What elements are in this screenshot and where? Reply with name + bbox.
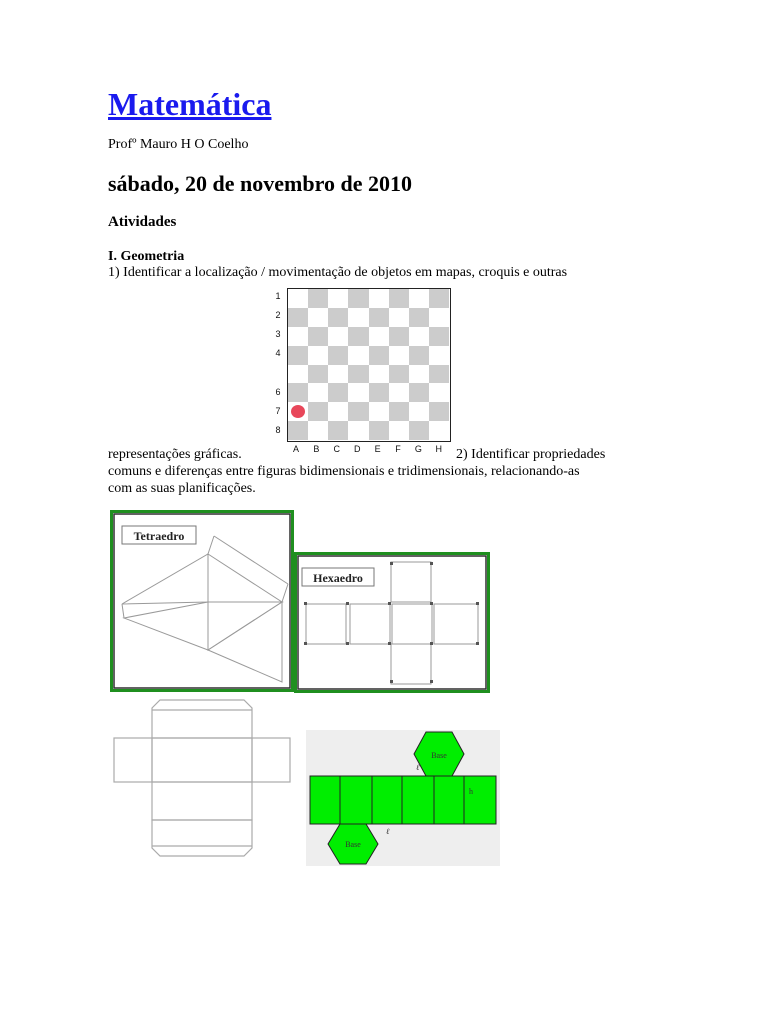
post-date: sábado, 20 de novembro de 2010 (108, 171, 412, 196)
board-square (308, 402, 328, 421)
board-square (389, 421, 409, 440)
board-square (328, 346, 348, 365)
board-column-label: A (292, 444, 299, 454)
board-square (308, 327, 328, 346)
board-square (308, 421, 328, 440)
paragraph-line: com as suas planificações. (108, 481, 256, 496)
paragraph-line: comuns e diferenças entre figuras bidimensionais e tridimensionais, relacionando-as (108, 464, 580, 479)
board-square (288, 327, 308, 346)
blog-author: Profº Mauro H O Coelho (108, 137, 249, 152)
board-square (429, 402, 449, 421)
board-square (409, 327, 429, 346)
tetrahedron-label: Tetraedro (133, 529, 185, 543)
board-square (389, 327, 409, 346)
hexagonal-prism-net-image (306, 730, 500, 866)
board-column-label: C (333, 444, 341, 454)
board-square (308, 289, 328, 308)
board-square (348, 327, 368, 346)
board-square (429, 421, 449, 440)
board-square (328, 421, 348, 440)
board-square (308, 346, 328, 365)
board-square (409, 346, 429, 365)
board-square (369, 308, 389, 327)
post-title: Atividades (108, 214, 177, 230)
board-square (429, 346, 449, 365)
board-square (348, 365, 368, 384)
board-square (288, 421, 308, 440)
board-square (429, 308, 449, 327)
cube-label: Hexaedro (313, 571, 363, 585)
board-row-label: 1 (275, 291, 281, 301)
board-square (369, 365, 389, 384)
blog-title-link[interactable]: Matemática (108, 86, 272, 122)
board-square (409, 289, 429, 308)
board-square (389, 365, 409, 384)
board-row-label: 8 (275, 425, 281, 435)
prism-net-image (112, 696, 292, 860)
board-square (288, 289, 308, 308)
board-row-label: 7 (275, 406, 281, 416)
board-square (328, 289, 348, 308)
board-square (369, 421, 389, 440)
board-row-label: 2 (275, 310, 281, 320)
paragraph-text-left: representações gráficas. (108, 447, 242, 462)
board-square (348, 383, 368, 402)
board-square (348, 402, 368, 421)
tetrahedron-net-image (110, 510, 294, 692)
board-square (429, 289, 449, 308)
board-square (389, 402, 409, 421)
board-square (288, 346, 308, 365)
board-square (409, 365, 429, 384)
board-column-label: E (374, 444, 381, 454)
board-square (389, 289, 409, 308)
board-square (308, 365, 328, 384)
board-square (369, 346, 389, 365)
board-square (348, 346, 368, 365)
edge-label-top: ℓ (416, 763, 420, 772)
board-square (328, 402, 348, 421)
board-square (409, 421, 429, 440)
board-column-label: H (435, 444, 443, 454)
board-square (328, 308, 348, 327)
board-square (389, 308, 409, 327)
board-square (409, 308, 429, 327)
board-square (429, 327, 449, 346)
board-row-label: 4 (275, 348, 281, 358)
board-square (389, 346, 409, 365)
top-base-label: Base (431, 751, 447, 760)
board-column-label: D (353, 444, 361, 454)
chessboard-image (258, 284, 458, 456)
chessboard-grid (287, 288, 451, 442)
paragraph-text-right: 2) Identificar propriedades (456, 447, 606, 462)
board-square (328, 327, 348, 346)
board-square (288, 383, 308, 402)
paragraph-line (108, 446, 648, 463)
board-square (429, 365, 449, 384)
board-square (429, 383, 449, 402)
board-square (308, 383, 328, 402)
activity-item-1: 1) Identificar a localização / movimentação de objetos em mapas, croquis e outras (108, 265, 568, 280)
height-label: h (469, 787, 473, 796)
board-square (348, 421, 368, 440)
board-square (389, 383, 409, 402)
board-square (409, 383, 429, 402)
board-square (288, 308, 308, 327)
board-square (369, 402, 389, 421)
board-row-label: 6 (275, 387, 281, 397)
board-square (328, 383, 348, 402)
board-square (348, 289, 368, 308)
board-square (369, 383, 389, 402)
board-square (328, 365, 348, 384)
board-column-label: B (313, 444, 320, 454)
board-column-label: G (414, 444, 422, 454)
board-square (409, 402, 429, 421)
board-square (288, 365, 308, 384)
section-heading: I. Geometria (108, 249, 185, 264)
board-row-label: 3 (275, 329, 281, 339)
board-square (348, 308, 368, 327)
board-square (369, 289, 389, 308)
board-column-label: F (395, 444, 401, 454)
edge-label-bottom: ℓ (386, 827, 390, 836)
board-square (369, 327, 389, 346)
board-square (308, 308, 328, 327)
cube-net-image (294, 552, 490, 693)
bottom-base-label: Base (345, 840, 361, 849)
